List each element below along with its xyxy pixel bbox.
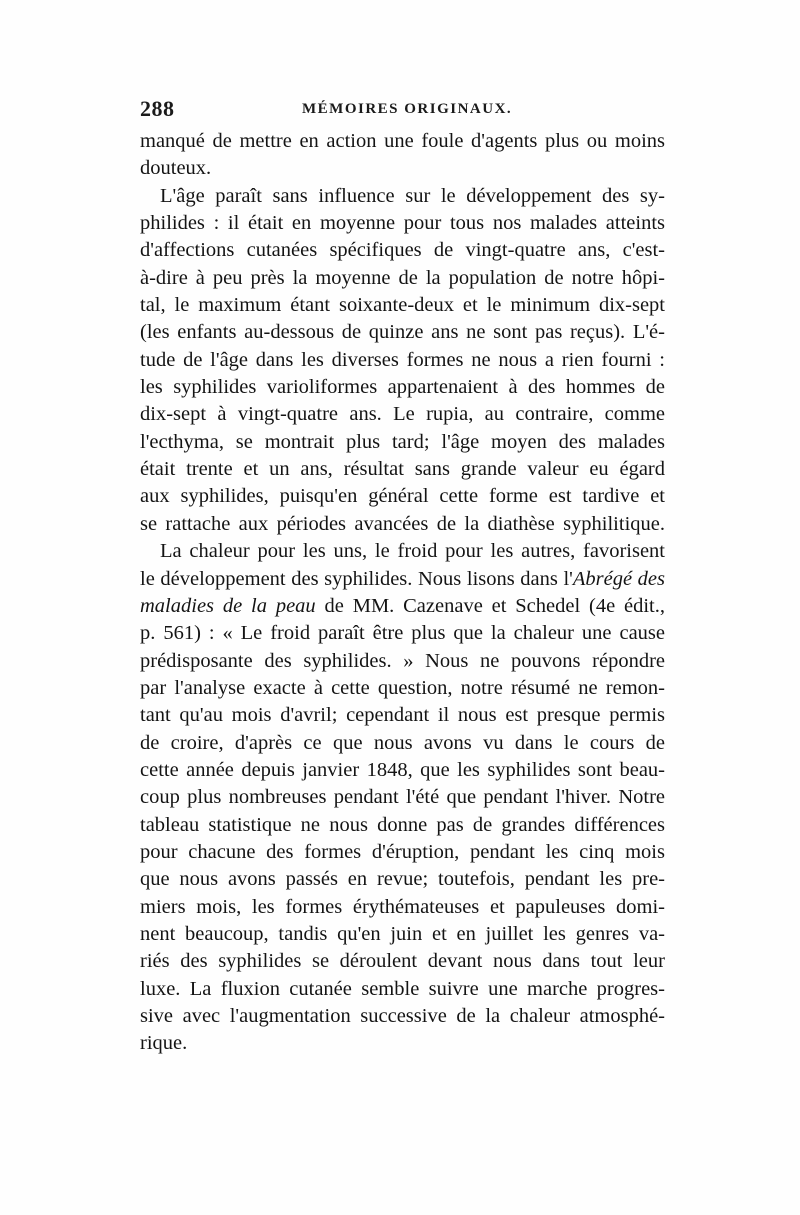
text-line bbox=[140, 593, 665, 620]
text-line-content: nent beaucoup, tandis qu'en juin et en juillet les genres va- bbox=[140, 922, 665, 945]
text-line-content: prédisposante des syphilides. » Nous ne pouvons répondre bbox=[140, 649, 665, 672]
page-number: 288 bbox=[140, 96, 175, 121]
text-line bbox=[140, 948, 665, 975]
text-line bbox=[140, 757, 665, 784]
text-line-tail: de MM. Cazenave et Schedel (4e édit., bbox=[315, 594, 666, 617]
text-line bbox=[140, 921, 665, 948]
text-line-content: riés des syphilides se déroulent devant nous dans tout leur bbox=[140, 950, 665, 973]
text-line bbox=[140, 319, 665, 346]
text-line-content: à-dire à peu près la moyenne de la population de notre hôpi- bbox=[140, 266, 665, 289]
text-line bbox=[140, 620, 665, 647]
text-line bbox=[140, 292, 665, 319]
text-line-content: tableau statistique ne nous donne pas de grandes différences bbox=[140, 813, 665, 836]
text-line-content: luxe. La fluxion cutanée semble suivre une marche progres- bbox=[140, 977, 665, 1000]
text-line-content: La chaleur pour les uns, le froid pour les autres, favorisent bbox=[160, 540, 665, 563]
text-line bbox=[140, 210, 665, 237]
text-line-content: de croire, d'après ce que nous avons vu dans le cours de bbox=[140, 731, 665, 754]
text-line-content: L'âge paraît sans influence sur le développement des sy- bbox=[160, 184, 665, 207]
text-line-content: les syphilides varioliformes appartenaient à des hommes de bbox=[140, 376, 665, 399]
text-line-content: se rattache aux périodes avancées de la diathèse syphilitique. bbox=[140, 512, 665, 535]
text-line-content: p. 561) : « Le froid paraît être plus que la chaleur une cause bbox=[140, 622, 665, 645]
text-line bbox=[140, 429, 665, 456]
text-line bbox=[140, 866, 665, 893]
text-line-content: tant qu'au mois d'avril; cependant il nous est presque permis bbox=[140, 704, 665, 727]
text-line-content: était trente et un ans, résultat sans grande valeur eu égard bbox=[140, 458, 665, 481]
text-line-content: sive avec l'augmentation successive de la chaleur atmosphé- bbox=[140, 1005, 665, 1027]
text-line bbox=[140, 401, 665, 428]
text-line bbox=[140, 730, 665, 757]
italic-title: maladies de la peau bbox=[140, 594, 316, 617]
text-line bbox=[140, 1003, 665, 1030]
text-line-content: philides : il était en moyenne pour tous nos malades atteints bbox=[140, 212, 665, 235]
text-line bbox=[140, 128, 665, 155]
text-line-content: cette année depuis janvier 1848, que les syphilides sont beau- bbox=[140, 758, 665, 781]
text-line bbox=[140, 511, 665, 538]
text-line-content: aux syphilides, puisqu'en général cette forme est tardive et bbox=[140, 485, 665, 508]
text-line bbox=[140, 839, 665, 866]
text-line bbox=[140, 648, 665, 675]
text-line-content: l'ecthyma, se montrait plus tard; l'âge moyen des malades bbox=[140, 430, 665, 453]
text-line-content: le développement des syphilides. Nous lisons dans l' bbox=[140, 567, 573, 590]
text-line bbox=[140, 483, 665, 510]
text-line bbox=[140, 155, 665, 182]
text-line bbox=[140, 784, 665, 811]
text-line bbox=[140, 566, 665, 593]
text-line-content: tude de l'âge dans les diverses formes ne nous a rien fourni : bbox=[140, 348, 665, 371]
text-line bbox=[140, 374, 665, 401]
text-line bbox=[140, 1030, 665, 1057]
text-line bbox=[140, 456, 665, 483]
text-line bbox=[140, 538, 665, 565]
text-line-content: coup plus nombreuses pendant l'été que pendant l'hiver. Notre bbox=[140, 786, 665, 809]
text-line-content: rique. bbox=[140, 1032, 188, 1055]
text-line bbox=[140, 675, 665, 702]
text-line-content: dix-sept à vingt-quatre ans. Le rupia, au contraire, comme bbox=[140, 403, 665, 426]
text-line-content: par l'analyse exacte à cette question, notre résumé ne remon- bbox=[140, 676, 665, 699]
text-line-content: douteux. bbox=[140, 157, 212, 180]
text-line bbox=[140, 976, 665, 1003]
text-line bbox=[140, 237, 665, 264]
text-line bbox=[140, 812, 665, 839]
text-line-content: pour chacune des formes d'éruption, pendant les cinq mois bbox=[140, 840, 665, 863]
text-line-content: que nous avons passés en revue; toutefois, pendant les pre- bbox=[140, 868, 665, 891]
body-text bbox=[140, 128, 665, 1058]
text-line-content: manqué de mettre en action une foule d'agents plus ou moins bbox=[140, 130, 665, 152]
text-line-content: miers mois, les formes érythémateuses et papuleuses domi- bbox=[140, 895, 665, 918]
text-line bbox=[140, 702, 665, 729]
text-line bbox=[140, 265, 665, 292]
text-line bbox=[140, 183, 665, 210]
running-head: MÉMOIRES ORIGINAUX. bbox=[302, 101, 513, 117]
text-line bbox=[140, 347, 665, 374]
italic-title: Abrégé des bbox=[572, 567, 665, 590]
text-line-content: tal, le maximum étant soixante-deux et le minimum dix-sept bbox=[140, 294, 665, 317]
text-line bbox=[140, 894, 665, 921]
page-header bbox=[140, 96, 660, 126]
text-line-content: d'affections cutanées spécifiques de vingt-quatre ans, c'est- bbox=[140, 239, 665, 262]
text-line-content: (les enfants au-dessous de quinze ans ne sont pas reçus). L'é- bbox=[140, 321, 665, 344]
